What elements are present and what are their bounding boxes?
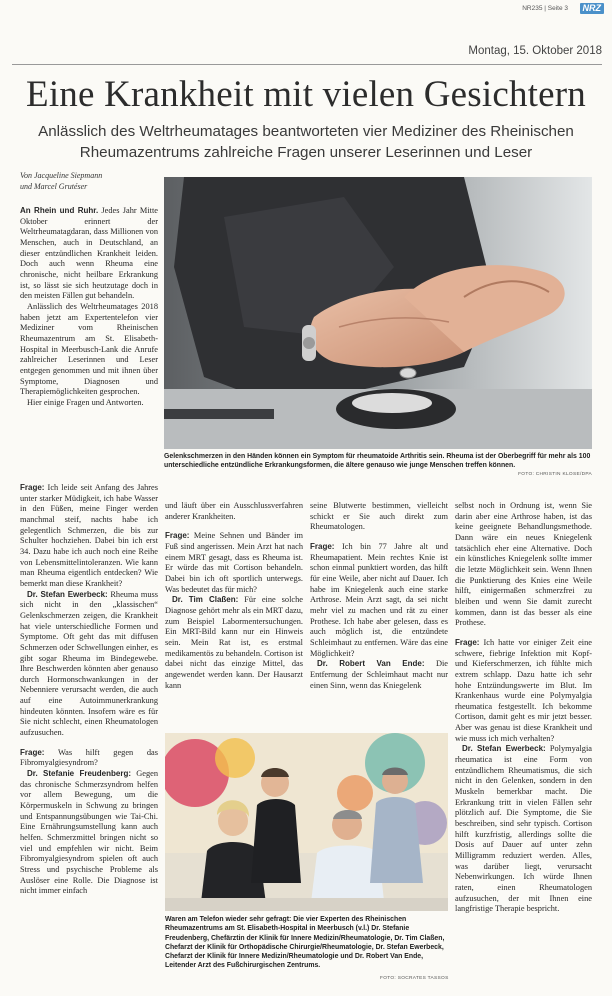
question-text: Ich hatte vor einiger Zeit eine schwere, fiebrige Infektion mit Kopf- und Kieferschmerzen, ich fühlte mich extrem schlapp. Dazu hatte ich sehr hohe Entzündungswerte im Blut. Im Krankenhaus wurde eine Polymyalgia rheumatica festgestellt. Ich bekomme Cortison, damit geht es mir jetzt besser. Aber was genau ist diese Krankheit und wie muss ich mich verhalten? — [455, 637, 592, 743]
hands-photo — [164, 177, 592, 449]
answer-text: und läuft über ein Ausschlussverfahren anderer Krankheiten. — [165, 501, 303, 521]
answer-text: Polymyalgia rheumatica ist eine Form von entzündlichem Rheumatismus, die sich nicht in den Gelenken, sondern in den Muskeln bemerkbar macht. Die Erkrankung tritt in vielen Fällen sehr plötzlich auf. Die Symptome, die Sie beschreiben, sind sehr typisch. Cortison hilft kurzfristig, allerdings sollte die Dosis auf Dauer auf unter zehn Milligramm reduziert werden. Alles, was darüber liegt, verursacht Nebenwirkungen. Ich würde Ihnen raten, einen Rheumatologen aufzusuchen, der mit Ihnen eine langfristige Therapie bespricht. — [455, 744, 592, 914]
speaker-label: Dr. Stefanie Freudenberg: — [27, 769, 132, 779]
byline-line-2: und Marcel Grutéser — [20, 182, 88, 191]
question — [20, 748, 158, 769]
dateline: An Rhein und Ruhr. — [20, 206, 99, 215]
speaker-label: Frage: — [20, 483, 45, 492]
question-text: Ich leide seit Anfang des Jahres unter starker Müdigkeit, ich habe Wasser in den Füßen, meine Finger werden manchmal steif, nachts habe ich gelegentlich Schmerzen, die bis zur Schulter hochziehen. Dabei bin ich erst 34. Dazu habe ich auch noch eine Reihe von Lebensmittelintoleranzen. Wie kann man Rheuma eigentlich entdecken? Wie bemerkt man diese Krankheit? — [20, 483, 158, 588]
speaker-label: Frage: — [455, 637, 480, 647]
answer-text: seine Blutwerte bestimmen, vielleicht schickt er Sie auch direkt zum Rheumatologen. — [310, 501, 448, 532]
subheadline: Anlässlich des Weltrheumatages beantworteten vier Mediziner des Rheinischen Rheumazentrums zahlreiche Fragen unserer Leserinnen und Leser — [38, 123, 574, 161]
paragraph — [20, 302, 158, 398]
hands-photo-caption: Gelenkschmerzen in den Händen können ein Symptom für rheumatoide Arthritis sein. Rheuma ist der Oberbegriff für mehr als 100 unterschiedliche entzündliche Erkrankungsformen, die ältere genauso wie junge Menschen treffen können. — [164, 453, 591, 470]
page-reference: NR235 | Seite 3 — [522, 5, 568, 12]
paragraph — [455, 501, 592, 629]
header-divider — [12, 64, 602, 65]
speaker-label: Dr. Stefan Ewerbeck: — [462, 744, 546, 754]
speaker-label: Dr. Tim Claßen: — [172, 595, 239, 605]
speaker-label: Dr. Robert Van Ende: — [317, 659, 425, 669]
issue-date: Montag, 15. Oktober 2018 — [468, 45, 602, 57]
answer-text: Gegen das chronische Schmerzsyndrom helfen vor allem Bewegung, um die Körpermuskeln in Schwung zu bringen und Entspannungsübungen wie Tai-Chi. Eine Ernährungsumstellung kann auch helfen. Schmerzmittel bringen nicht so viel und empfehlen wir nicht. Beim Fibromyalgiesyndrom spielen oft auch Stress und psychische Probleme als Auslöser eine Rolle. Die Diagnose ist nicht immer einfach — [20, 769, 158, 896]
article-column-3 — [310, 501, 448, 729]
speaker-label: Frage: — [310, 541, 335, 551]
answer — [455, 744, 592, 915]
answer-text: Rheuma muss sich nicht in den „klassischen“ Gelenkschmerzen zeigen, die Krankheit hat viele unterschiedliche Formen und Symptome. Oft geht das mit diffusen Schmerzen oder Schwellungen einher, es gibt sogar Rheuma im Bindegewebe. Ihre Beschwerden könnten aber genauso durch Hormonschwankungen in der Nebenniere verursacht werden, die auch auf eine Autoimmunerkrankung hindeuten könnten. Insofern wäre es für Sie nicht schlecht, einen Rheumatologen aufzusuchen. — [20, 589, 158, 738]
question — [455, 638, 592, 745]
answer-text: Die Entfernung der Schleimhaut macht nur einen Sinn, wenn das Kniegelenk — [310, 659, 448, 690]
paragraph-text: Anlässlich des Weltrheumatages 2018 haben jetzt am Expertentelefon vier Mediziner vom Rheinischen Rheumazentrum am St. Elisabeth-Hospital in Meerbusch-Lank die Anrufe zahlreicher Leserinnen und Leser entgegen genommen und mit ihnen über Symptome, Diagnosen und Therapiemöglichkeiten gesprochen. — [20, 301, 158, 397]
question — [165, 531, 303, 595]
paragraph — [310, 501, 448, 533]
experts-photo — [165, 733, 448, 911]
speaker-label: Frage: — [165, 531, 190, 541]
article-intro — [20, 206, 158, 470]
newspaper-logo: NRZ — [580, 3, 605, 14]
speaker-label: Frage: — [20, 747, 45, 757]
speaker-label: Dr. Stefan Ewerbeck: — [27, 589, 108, 599]
article-column-1 — [20, 483, 158, 988]
answer — [20, 590, 158, 739]
question-text: Was hilft gegen das Fibromyalgiesyndrom? — [20, 747, 158, 768]
answer — [310, 659, 448, 691]
answer — [165, 595, 303, 691]
paragraph — [165, 501, 303, 522]
byline — [20, 170, 170, 192]
answer — [20, 769, 158, 897]
answer-text: Für eine solche Diagnose gehört mehr als ein MRT dazu, zum Beispiel Labormentersuchungen. Ein MRT-Bild kann nur ein Hinweis sein. Mein Rat ist, es erstmal medikamentös zu behandeln. Cortison ist dabei nicht das einzige Mittel, das angewendet werden kann. Der Hausarzt kann — [165, 595, 303, 690]
byline-line-1: Von Jacqueline Siepmann — [20, 171, 103, 180]
question — [20, 483, 158, 590]
paragraph — [20, 206, 158, 302]
question-text: Ich bin 77 Jahre alt und Rheumapatient. Mein rechtes Knie ist schon einmal punktiert worden, das hilft für eine Weile, aber nicht auf Dauer. Ich habe im Kniegelenk auch eine starke Arthrose. Mein Arzt sagt, da sei nicht mehr viel zu machen und rät zu einer Prothese. Ich habe aber gelesen, dass es auch möglich ist, die entzündete Schleimhaut zu entfernen. Wäre das eine Möglichkeit? — [310, 541, 448, 658]
headline: Eine Krankheit mit vielen Gesichtern — [26, 74, 586, 115]
answer-text: selbst noch in Ordnung ist, wenn Sie darin aber eine Arthrose haben, ist das keine geeignete Behandlungsmethode. Dann wäre ein neues Kniegelenk tatsächlich eher eine Alternative. Doch ein künstliches Kniegelenk sollte immer die letzte Möglichkeit sein. Wenn Ihnen die Punktierung des Knies eine Weile hilft, einigermaßen schmerzfrei zu bleiben und wenn Sie damit zurecht kommen, dann ist das besser als eine Prothese. — [455, 501, 592, 628]
experts-photo-credit: FOTO: SOCRATES TASSOS — [380, 976, 449, 981]
paragraph — [20, 398, 158, 409]
paragraph-text: Hier einige Fragen und Antworten. — [27, 397, 144, 407]
question-text: Meine Sehnen und Bänder im Fuß sind angerissen. Mein Arzt hat nach einem MRT gesagt, dass es Rheuma ist. Er würde das mit Cortison behandeln. Dabei bin ich oft sportlich unterwegs. Was bedeutet das für mich? — [165, 531, 303, 594]
question — [310, 542, 448, 659]
paragraph-text: Jedes Jahr Mitte Oktober erinnert der Weltrheumatagdaran, dass Millionen von Menschen, auch in Deutschland, an dieser entzündlichen Krankheit leiden. Doch auch wenn Rheuma eine chronische, nicht heilbare Erkrankung ist, so lässt sie sich heutzutage doch in den meisten Fällen gut behandeln. — [20, 206, 158, 301]
article-column-4 — [455, 501, 592, 989]
hands-illustration — [164, 177, 592, 449]
hands-photo-credit: FOTO: CHRISTIN KLOSE/DPA — [518, 472, 592, 477]
experts-illustration — [165, 733, 448, 911]
experts-photo-caption: Waren am Telefon wieder sehr gefragt: Die vier Experten des Rheinischen Rheumazentrums am St. Elisabeth-Hospital in Meerbusch (v.l.) Dr. Stefanie Freudenberg, Chefärztin der Klinik für Innere Medizin/Rheumatologie, Dr. Tim Claßen, Chefarzt der Klinik für Orthopädische Chirurgie/Rheumatologie, Dr. Stefan Ewerbeck, Chefarzt der Klinik für Innere Medizin/Rheumatologie und Dr. Robert Van Ende, Leitender Arzt des Fußchirurgischen Zentrums. — [165, 916, 445, 970]
article-column-2 — [165, 501, 303, 729]
